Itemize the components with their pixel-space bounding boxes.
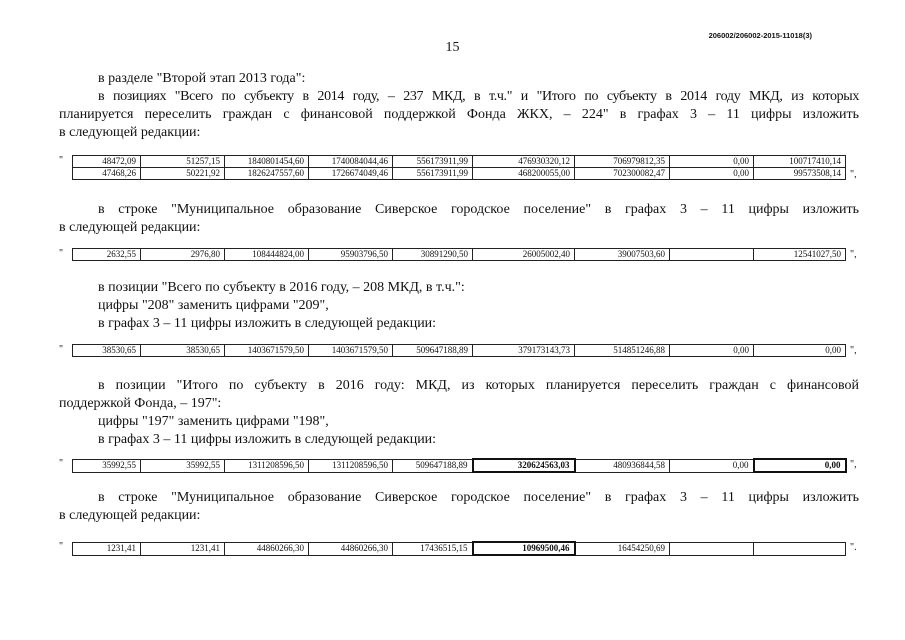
table-cell: 2976,80 <box>141 249 225 261</box>
table-cell: 30891290,50 <box>393 249 473 261</box>
text-line: цифры "208" заменить цифрами "209", <box>98 298 329 313</box>
table-cell: 35992,55 <box>73 459 141 472</box>
table-cell: 44860266,30 <box>225 542 309 555</box>
text-line: планируется переселить граждан с финансовой поддержкой Фонда ЖКХ, – 224" в графах 3 – 11 цифры изложить <box>59 107 859 122</box>
table-cell: 1840801454,60 <box>225 156 309 168</box>
table-cell: 0,00 <box>754 345 846 357</box>
text-line: в графах 3 – 11 цифры изложить в следующей редакции: <box>98 432 437 447</box>
table-cell: 39007503,60 <box>575 249 670 261</box>
text-line: в следующей редакции: <box>59 220 201 235</box>
open-quote: " <box>59 541 64 552</box>
page-number: 15 <box>445 40 460 55</box>
table-cell: 379173143,73 <box>473 345 575 357</box>
table-cell: 1231,41 <box>141 542 225 555</box>
table-row <box>73 156 846 168</box>
close-quote: ", <box>850 249 857 260</box>
table-cell: 556173911,99 <box>393 156 473 168</box>
text-line: в позициях "Всего по субъекту в 2014 году, – 237 МКД, в т.ч." и "Итого по субъекту в 2014 году МКД, из которых <box>98 89 859 104</box>
table-cell: 1726674049,46 <box>309 168 393 180</box>
table-cell: 0,00 <box>754 459 846 472</box>
table-cell: 0,00 <box>670 345 754 357</box>
table-3 <box>72 344 846 357</box>
table-row <box>73 168 846 180</box>
table-cell: 0,00 <box>670 459 754 472</box>
text-line: в следующей редакции: <box>59 508 201 523</box>
table-cell: 320624563,03 <box>473 459 575 472</box>
table-cell: 38530,65 <box>73 345 141 357</box>
table-cell: 1311208596,50 <box>225 459 309 472</box>
table-4 <box>72 458 847 473</box>
table-cell: 509647188,89 <box>393 459 473 472</box>
open-quote: " <box>59 458 64 469</box>
table-cell: 1311208596,50 <box>309 459 393 472</box>
table-cell: 0,00 <box>670 156 754 168</box>
table-cell: 44860266,30 <box>309 542 393 555</box>
text-line: в строке "Муниципальное образование Сиверское городское поселение" в графах 3 – 11 цифры изложить <box>98 490 859 505</box>
table-cell <box>670 249 754 261</box>
table-cell: 51257,15 <box>141 156 225 168</box>
table-cell: 1826247557,60 <box>225 168 309 180</box>
text-line: в строке "Муниципальное образование Сиверское городское поселение" в графах 3 – 11 цифры изложить <box>98 202 859 217</box>
table-cell: 100717410,14 <box>754 156 846 168</box>
table-row <box>73 345 846 357</box>
text-line: в следующей редакции: <box>59 125 201 140</box>
table-cell: 17436515,15 <box>393 542 473 555</box>
table-1 <box>72 155 846 180</box>
table-cell: 556173911,99 <box>393 168 473 180</box>
table-row <box>73 249 846 261</box>
paragraph-4 <box>59 377 859 449</box>
table-cell: 38530,65 <box>141 345 225 357</box>
table-cell: 1403671579,50 <box>309 345 393 357</box>
table-cell: 1403671579,50 <box>225 345 309 357</box>
text-line: в графах 3 – 11 цифры изложить в следующей редакции: <box>98 316 437 331</box>
table-cell: 48472,09 <box>73 156 141 168</box>
table-cell: 480936844,58 <box>575 459 670 472</box>
open-quote: " <box>59 155 64 166</box>
table-cell: 35992,55 <box>141 459 225 472</box>
table-cell: 50221,92 <box>141 168 225 180</box>
paragraph-3 <box>59 279 859 333</box>
table-cell: 1231,41 <box>73 542 141 555</box>
close-quote: ", <box>850 459 857 470</box>
table-cell: 108444824,00 <box>225 249 309 261</box>
table-cell: 468200055,00 <box>473 168 575 180</box>
table-cell: 702300082,47 <box>575 168 670 180</box>
table-cell: 514851246,88 <box>575 345 670 357</box>
paragraph-5 <box>59 489 859 525</box>
table-row <box>73 459 846 472</box>
table-cell: 10969500,46 <box>473 542 575 555</box>
table-cell: 1740084044,46 <box>309 156 393 168</box>
table-cell: 0,00 <box>670 168 754 180</box>
table-cell: 706979812,35 <box>575 156 670 168</box>
table-cell <box>670 542 754 555</box>
table-cell: 99573508,14 <box>754 168 846 180</box>
paragraph-1 <box>59 70 859 142</box>
paragraph-2 <box>59 201 859 237</box>
text-line: цифры "197" заменить цифрами "198", <box>98 414 329 429</box>
close-quote: ". <box>850 542 857 553</box>
open-quote: " <box>59 248 64 259</box>
table-cell: 476930320,12 <box>473 156 575 168</box>
open-quote: " <box>59 344 64 355</box>
table-5 <box>72 541 846 556</box>
table-cell: 95903796,50 <box>309 249 393 261</box>
text-line: поддержкой Фонда, – 197": <box>59 396 222 411</box>
table-cell <box>754 542 846 555</box>
table-row <box>73 542 846 555</box>
table-cell: 2632,55 <box>73 249 141 261</box>
table-cell: 509647188,89 <box>393 345 473 357</box>
table-cell: 12541027,50 <box>754 249 846 261</box>
text-line: в позиции "Всего по субъекту в 2016 году, – 208 МКД, в т.ч.": <box>98 280 465 295</box>
document-id: 206002/206002-2015-11018(3) <box>708 31 812 40</box>
table-cell: 16454250,69 <box>575 542 670 555</box>
table-2 <box>72 248 846 261</box>
table-cell: 47468,26 <box>73 168 141 180</box>
close-quote: ", <box>850 169 857 180</box>
text-line: в позиции "Итого по субъекту в 2016 году: МКД, из которых планируется переселить граждан с финансовой <box>98 378 859 393</box>
text-line: в разделе "Второй этап 2013 года": <box>98 71 306 86</box>
table-cell: 26005002,40 <box>473 249 575 261</box>
close-quote: ", <box>850 345 857 356</box>
